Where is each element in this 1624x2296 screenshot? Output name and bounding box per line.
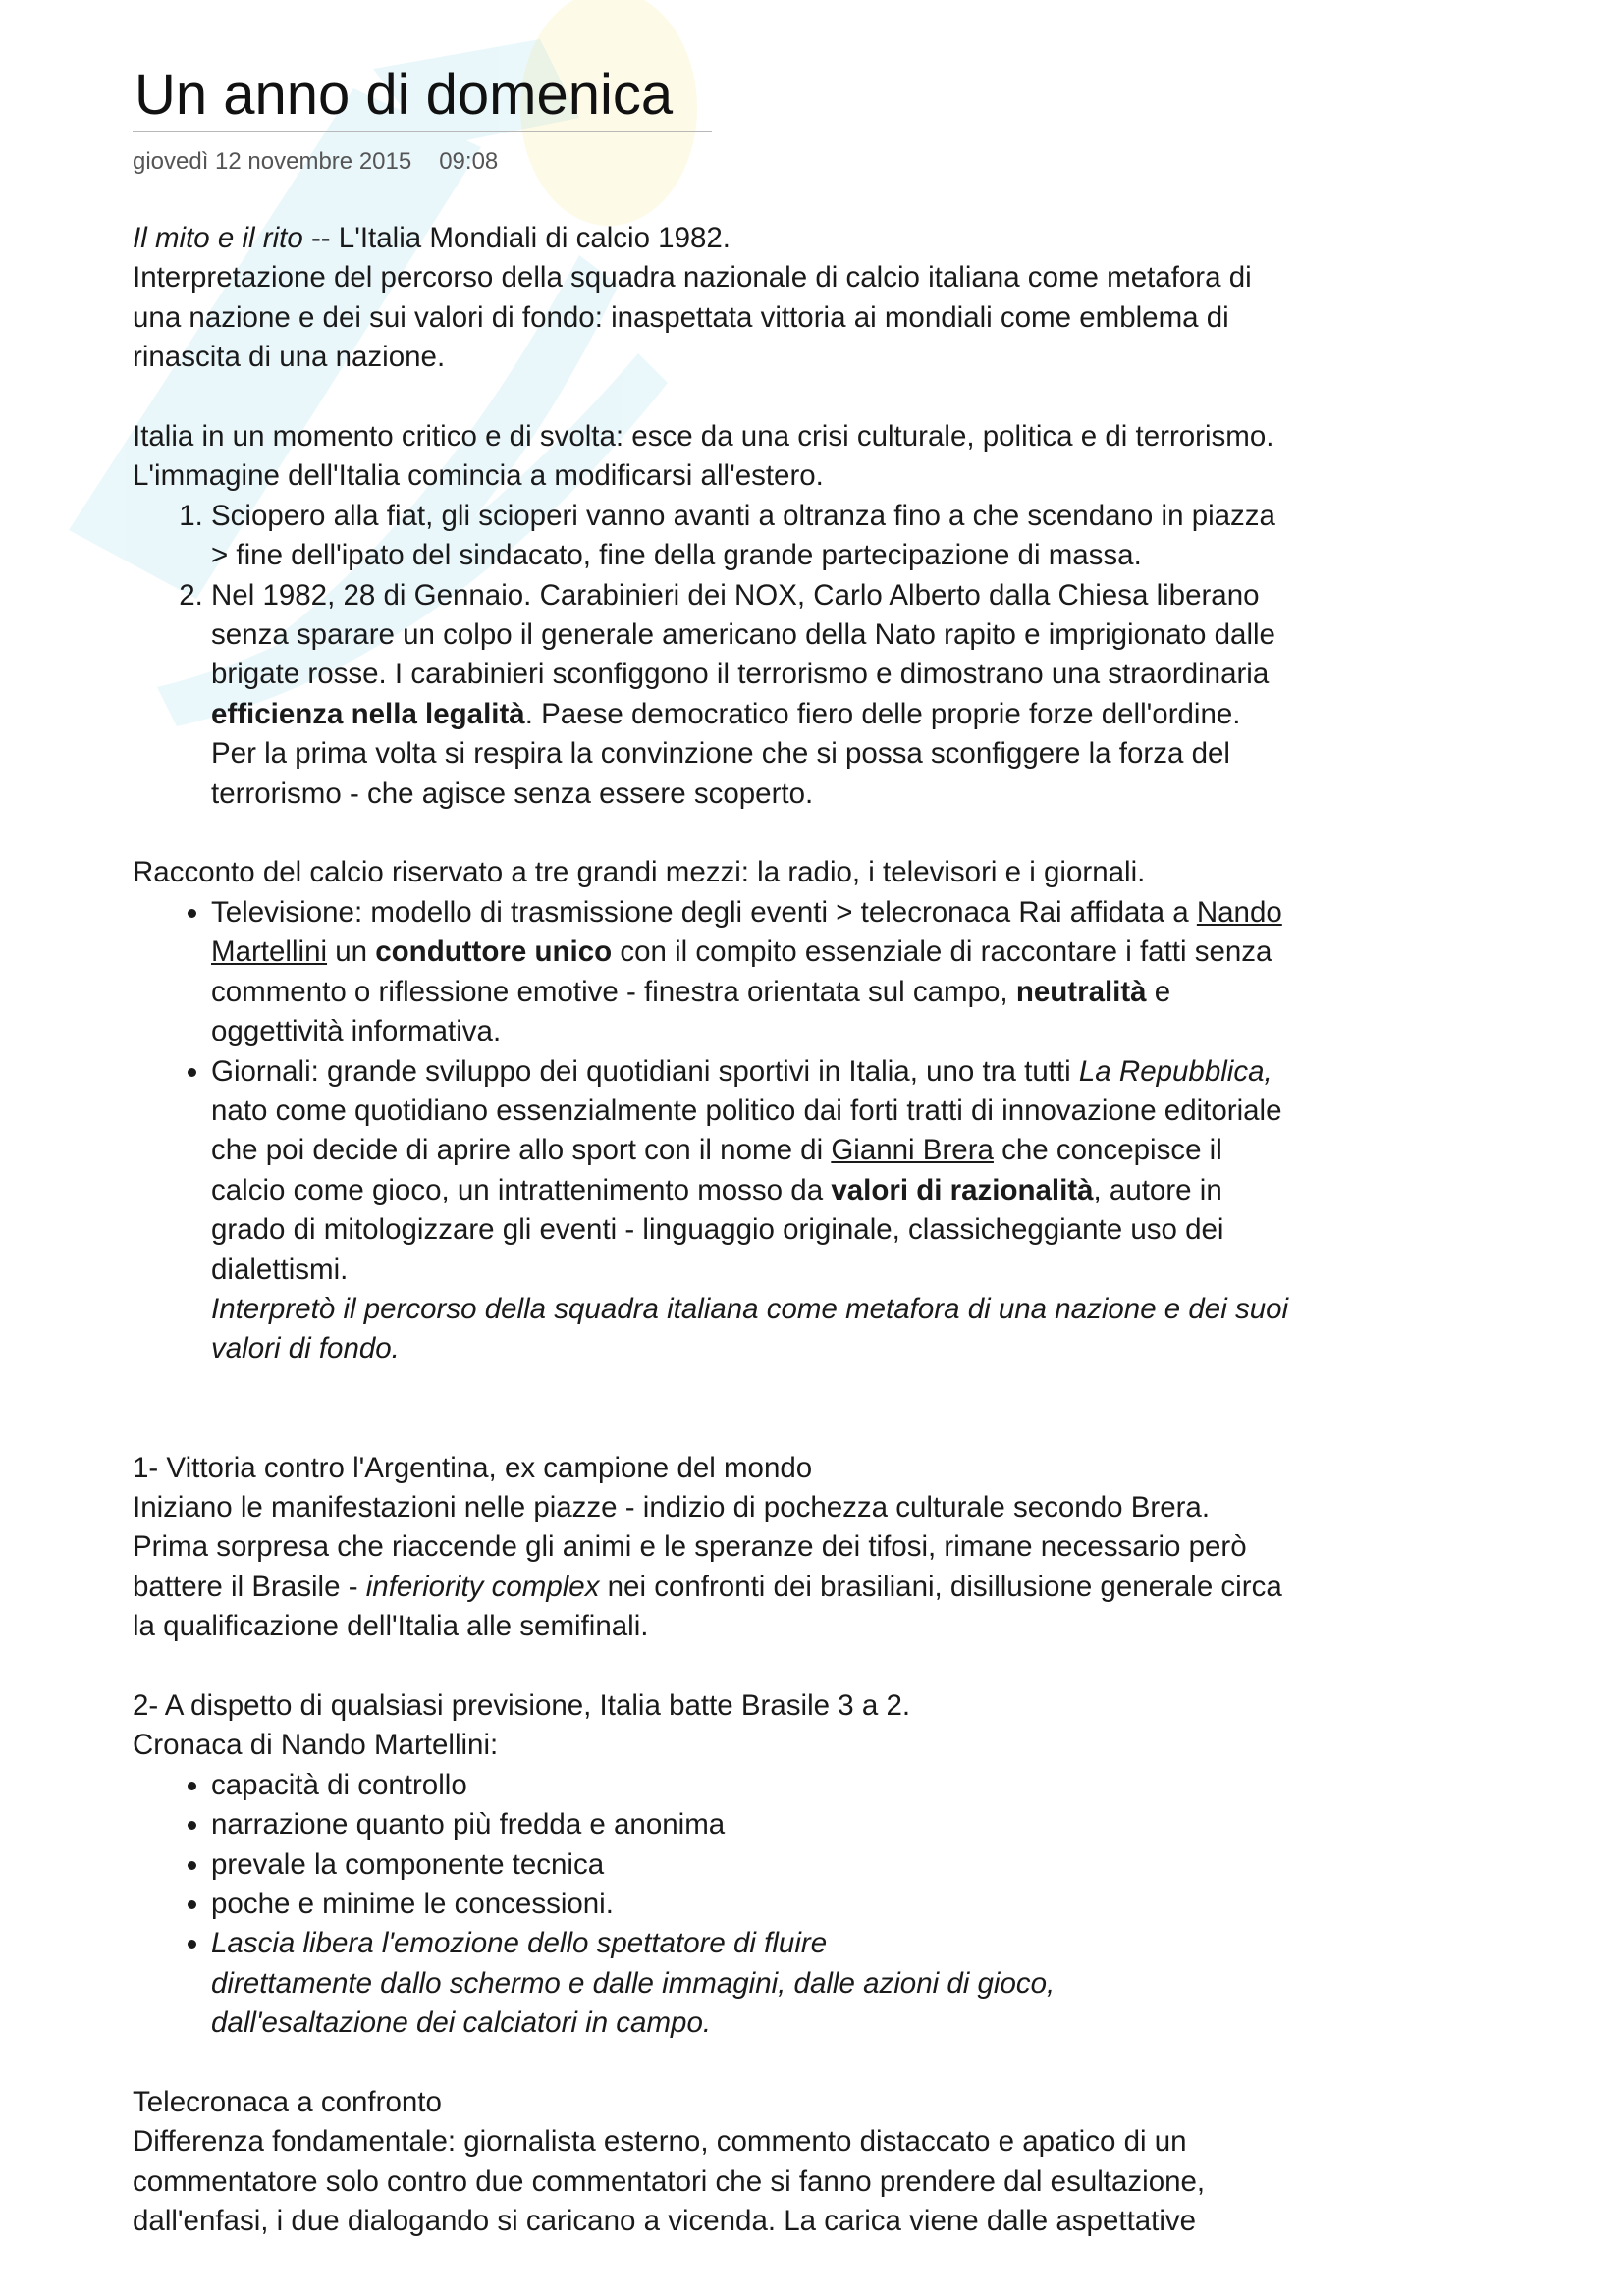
list-item: • narrazione quanto più fredda e anonima — [211, 1805, 1291, 1844]
intro-paragraph: Interpretazione del percorso della squadra nazionale di calcio italiana come metafora di una nazione e dei sui valori di fondo: inaspettata vittoria ai mondiali come emblema di rinascita di una nazione. — [133, 261, 1252, 374]
list-item: • prevale la componente tecnica — [211, 1845, 1291, 1885]
list-item: 1. Sciopero alla fiat, gli scioperi vanno avanti a oltranza fino a che scendano in piazza > fine dell'ipato del sindacato, fine della grande partecipazione di massa. — [211, 497, 1291, 576]
comparison-heading: Telecronaca a confronto — [133, 2086, 442, 2119]
title-divider — [133, 131, 712, 132]
subject-line — [133, 219, 1291, 258]
name-link-martellini[interactable]: Nando Martellini — [211, 895, 1282, 969]
page-title: Un anno di domenica — [135, 63, 674, 127]
match2-heading: 2- A dispetto di qualsiasi previsione, Italia batte Brasile 3 a 2. — [133, 1688, 911, 1722]
timestamp — [133, 148, 498, 176]
date-text: giovedì 12 novembre 2015 — [133, 148, 412, 175]
comparison-paragraph: Differenza fondamentale: giornalista esterno, commento distaccato e apatico di un commentatore solo contro due commentatori che si fanno prendere dal esultazione, dall'enfasi, i due dialogando si caricano a vicenda. La carica viene dalle aspettative — [133, 2125, 1206, 2238]
italic-note: Interpretò il percorso della squadra italiana come metafora di una nazione e dei suoi valori di fondo. — [211, 1292, 1289, 1365]
media-list — [133, 893, 1291, 1369]
time-text: 09:08 — [439, 148, 499, 175]
list-item: • capacità di controllo — [211, 1766, 1291, 1805]
list-item-papers: • Giornali: grande sviluppo dei quotidiani sportivi in Italia, uno tra tutti La Repubblica, nato come quotidiano essenzialmente politico dai forti tratti di innovazione editoriale che poi decide di aprire allo sport con il nome di Gianni Brera che concepisce il calcio come gioco, un intrattenimento mosso da valori di razionalità, autore in grado di mitologizzare gli eventi - linguaggio originale, classicheggiante uso dei dialettismi. Interpretò il percorso della squadra italiana come metafora di una nazione e dei suoi valori di fondo. — [211, 1052, 1291, 1369]
match1-paragraph: Iniziano le manifestazioni nelle piazze - indizio di pochezza culturale secondo Brera. Prima sorpresa che riaccende gli animi e le speranze dei tifosi, rimane necessario però battere il Brasile - inferiority complex nei confronti dei brasiliani, disillusione generale circa la qualificazione dell'Italia alle semifinali. — [133, 1490, 1282, 1643]
match2-sub: Cronaca di Nando Martellini: — [133, 1729, 499, 1762]
list-item: 2. Nel 1982, 28 di Gennaio. Carabinieri dei NOX, Carlo Alberto dalla Chiesa liberano senza sparare un colpo il generale americano della Nato rapito e imprigionato dalle brigate rosse. I carabinieri sconfiggono il terrorismo e dimostrano una straordinaria efficienza nella legalità. Paese democratico fiero delle proprie forze dell'ordine. Per la prima volta si respira la convinzione che si possa sconfiggere la forza del terrorismo - che agisce senza essere scoperto. — [211, 576, 1291, 814]
list-item: • poche e minime le concessioni. — [211, 1885, 1291, 1924]
context-list — [133, 497, 1291, 814]
context-paragraph: Italia in un momento critico e di svolta: esce da una crisi culturale, politica e di terrorismo. L'immagine dell'Italia comincia a modificarsi all'estero. — [133, 420, 1274, 493]
match2-list — [133, 1766, 1291, 2044]
note-body — [133, 219, 1291, 2242]
match1-heading: 1- Vittoria contro l'Argentina, ex campione del mondo — [133, 1451, 813, 1484]
list-item: • Lascia libera l'emozione dello spettatore di fluire direttamente dallo schermo e dalle immagini, dalle azioni di gioco, dall'esaltazione dei calciatori in campo. — [211, 1924, 1291, 2043]
name-link-brera[interactable]: Gianni Brera — [831, 1134, 994, 1167]
media-paragraph: Racconto del calcio riservato a tre grandi mezzi: la radio, i televisori e i giornali. — [133, 856, 1146, 889]
list-item-tv: • Televisione: modello di trasmissione degli eventi > telecronaca Rai affidata a Nando Martellini un conduttore unico con il compito essenziale di raccontare i fatti senza commento o riflessione emotive - finestra orientata sul campo, neutralità e oggettività informativa. — [211, 893, 1291, 1052]
subject-rest: -- L'Italia Mondiali di calcio 1982. — [302, 222, 731, 254]
subject-italic: Il mito e il rito — [133, 222, 303, 254]
